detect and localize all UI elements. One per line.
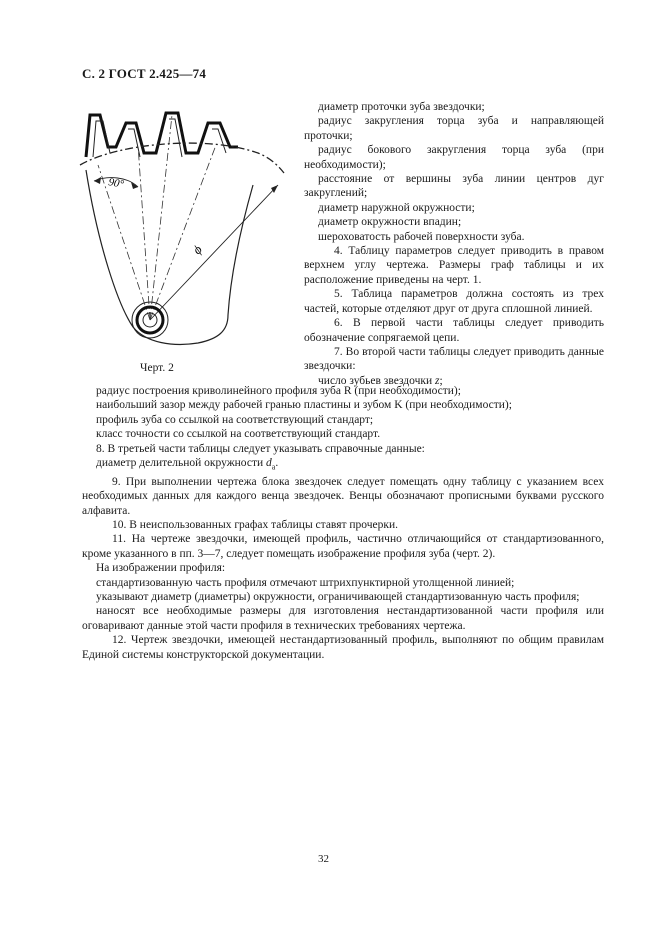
param-line: радиус бокового закругления торца зуба (при необходимости);: [304, 144, 604, 171]
profile-item: наносят все необходимые размеры для изготовления нестандартизованной части профиля или оговаривают данные этой части профиля в технических требованиях чертежа.: [82, 605, 604, 632]
param-line: расстояние от вершины зуба линии центров дуг закруглений;: [304, 173, 604, 200]
tooth-profile: [86, 113, 238, 157]
center-line-1: [98, 165, 150, 320]
body-text: [82, 384, 604, 662]
center-line-4: [150, 145, 216, 320]
profile-item: стандартизованную часть профиля отмечают штрихпунктирной утолщенной линией;: [96, 576, 515, 589]
page-header: С. 2 ГОСТ 2.425—74: [82, 66, 207, 81]
profile-item: указывают диаметр (диаметры) окружности, ограничивающей стандартизованную часть профиля;: [96, 590, 580, 603]
center-line-3: [150, 115, 172, 320]
clause-9: 9. При выполнении чертежа блока звездочек следует помещать одну таблицу с указанием всех необходимых данных для каждого венца звездочек. Венцы обозначают прописными буквами русского алфавита.: [82, 475, 604, 517]
teeth-count-end: ;: [439, 374, 443, 387]
profile-intro: На изображении профиля:: [96, 562, 226, 575]
clause-11: 11. На чертеже звездочки, имеющей профиль, частично отличающийся от стандартизованного, кроме указанного в пп. 3—7, следует помещать изображение профиля зуба (черт. 2).: [82, 533, 604, 560]
clause-6: 6. В первой части таблицы следует приводить обозначение сопрягаемой цепи.: [304, 317, 604, 344]
teeth-count-var: z: [435, 374, 440, 387]
clause-7: 7. Во второй части таблицы следует приводить данные звездочки:: [304, 345, 604, 373]
clause-5: 5. Таблица параметров должна состоять из трех частей, которые отделяют друг от друга сплошной линией.: [304, 288, 604, 315]
param-line: радиус закругления торца зуба и направляющей проточки;: [304, 115, 604, 142]
diameter-dimension-line: [150, 185, 278, 320]
param-line: диаметр проточки зуба звездочки;: [318, 101, 485, 113]
right-column-text: [304, 100, 604, 388]
pitch-sub: a: [271, 462, 276, 472]
sprocket-body-outline: [86, 170, 253, 344]
page-number: 32: [318, 853, 329, 865]
clause-8: 8. В третьей части таблицы следует указывать справочные данные:: [96, 442, 425, 455]
param-line: наибольший зазор между рабочей гранью пластины и зубом K (при необходимости);: [96, 399, 512, 412]
param-line: шероховатость рабочей поверхности зуба.: [318, 230, 525, 243]
param-line: радиус построения криволинейного профиля зуба R (при необходимости);: [96, 385, 461, 397]
param-line: профиль зуба со ссылкой на соответствующий стандарт;: [96, 413, 374, 426]
clause-10: 10. В неиспользованных графах таблицы ставят прочерки.: [112, 518, 399, 531]
angle-arrow-left: [94, 177, 101, 184]
param-line: диаметр наружной окружности;: [318, 201, 475, 214]
pitch-end: .: [275, 457, 279, 470]
pitch-text: диаметр делительной окружности: [96, 457, 267, 470]
clause-4: 4. Таблицу параметров следует приводить в правом верхнем углу чертежа. Размеры граф таблицы и их расположение приведены на черт. 1.: [304, 245, 604, 286]
clause-12: 12. Чертеж звездочки, имеющей нестандартизованный профиль, выполняют по общим правилам Единой системы конструкторской документации.: [82, 634, 604, 661]
pitch-diameter-line: [82, 456, 604, 475]
teeth-count-text: число зубьев звездочки: [318, 374, 435, 387]
diameter-label: ϕ: [189, 241, 205, 258]
pitch-var: d: [266, 457, 272, 470]
figure-caption: Черт. 2: [140, 362, 174, 374]
param-line: класс точности со ссылкой на соответствующий стандарт.: [96, 428, 381, 441]
param-line: диаметр окружности впадин;: [318, 216, 462, 229]
center-line-2: [138, 145, 150, 320]
angle-label: 90°: [107, 176, 125, 191]
sprocket-profile-drawing: [78, 95, 300, 375]
